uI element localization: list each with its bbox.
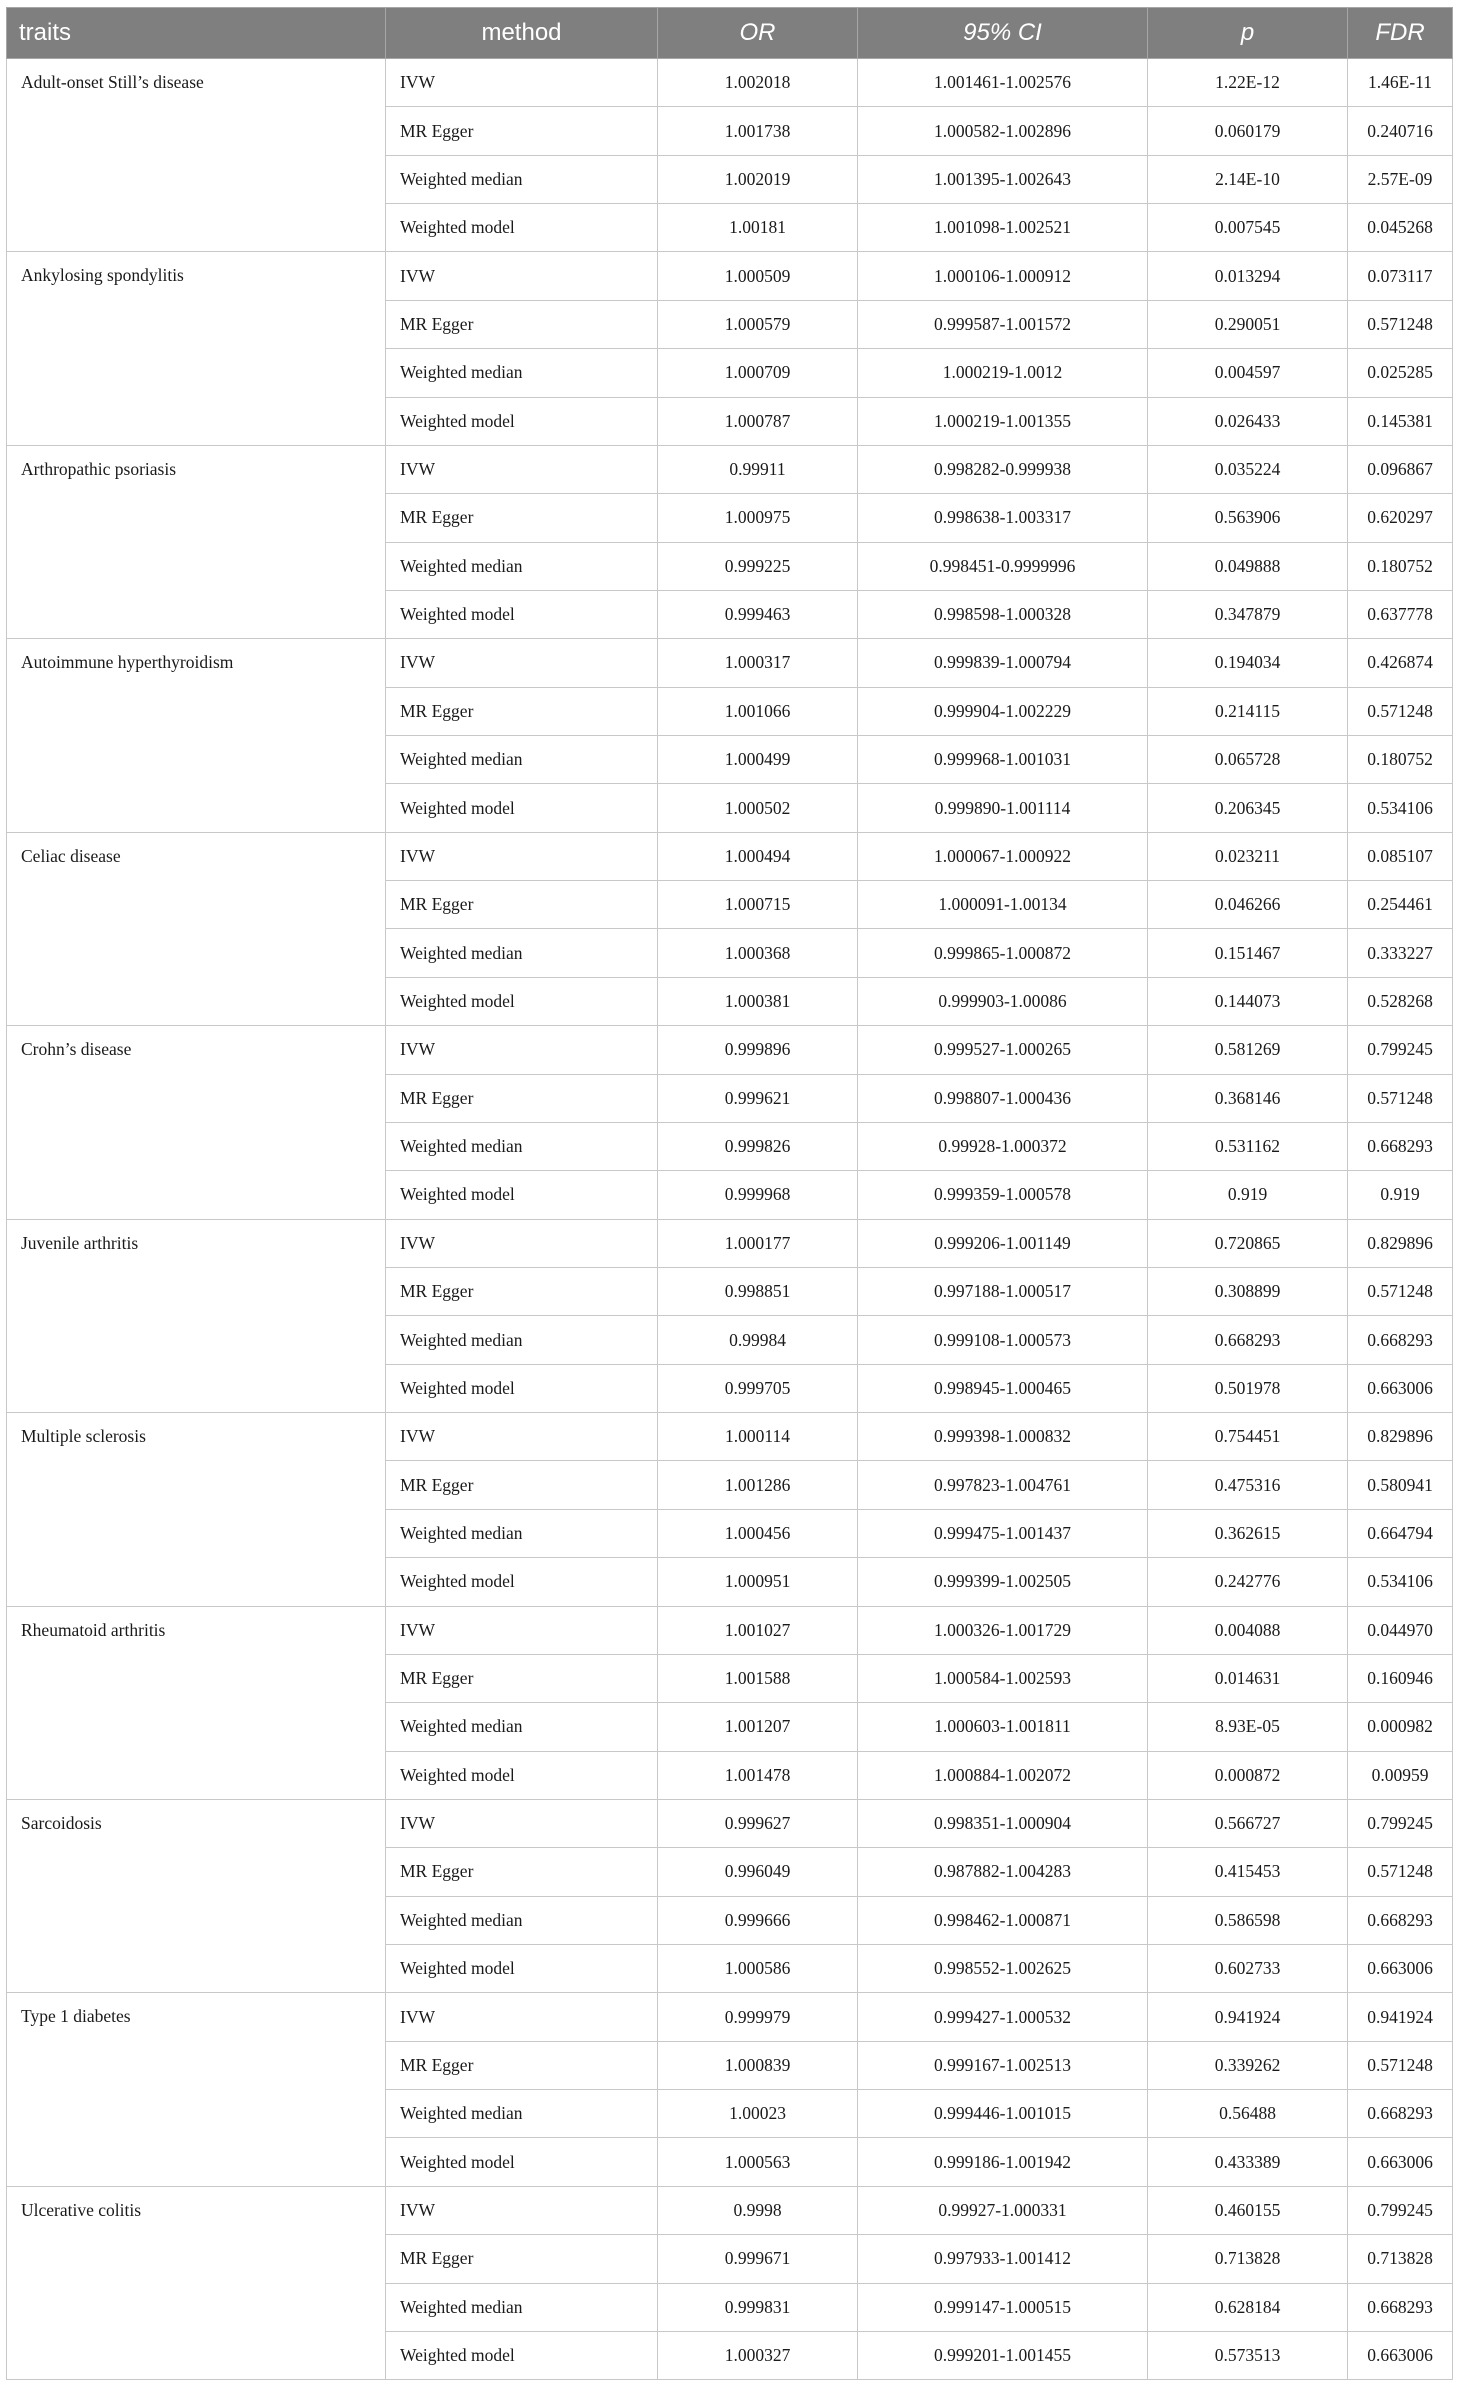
method-cell: MR Egger [386, 494, 658, 542]
or-cell: 0.999671 [658, 2235, 858, 2283]
p-cell: 8.93E-05 [1148, 1703, 1348, 1751]
p-cell: 0.941924 [1148, 1993, 1348, 2041]
method-cell: MR Egger [386, 1848, 658, 1896]
trait-cell: Rheumatoid arthritis [7, 1606, 386, 1799]
ci-cell: 0.999587-1.001572 [858, 300, 1148, 348]
ci-cell: 0.997933-1.001412 [858, 2235, 1148, 2283]
fdr-cell: 0.580941 [1348, 1461, 1453, 1509]
ci-cell: 0.999475-1.001437 [858, 1509, 1148, 1557]
trait-cell: Autoimmune hyperthyroidism [7, 639, 386, 832]
or-cell: 0.999979 [658, 1993, 858, 2041]
p-cell: 0.433389 [1148, 2138, 1348, 2186]
p-cell: 0.049888 [1148, 542, 1348, 590]
or-cell: 0.999831 [658, 2283, 858, 2331]
ci-cell: 0.999890-1.001114 [858, 784, 1148, 832]
fdr-cell: 1.46E-11 [1348, 59, 1453, 107]
trait-cell: Crohn’s disease [7, 1026, 386, 1219]
table-row [7, 1026, 1453, 1074]
or-cell: 1.00181 [658, 204, 858, 252]
fdr-cell: 0.00959 [1348, 1751, 1453, 1799]
p-cell: 0.004597 [1148, 349, 1348, 397]
ci-cell: 0.999186-1.001942 [858, 2138, 1148, 2186]
method-cell: Weighted model [386, 1364, 658, 1412]
ci-cell: 1.000067-1.000922 [858, 832, 1148, 880]
ci-cell: 0.999446-1.001015 [858, 2090, 1148, 2138]
p-cell: 0.290051 [1148, 300, 1348, 348]
p-cell: 0.581269 [1148, 1026, 1348, 1074]
method-cell: IVW [386, 445, 658, 493]
or-cell: 1.000509 [658, 252, 858, 300]
ci-cell: 0.998807-1.000436 [858, 1074, 1148, 1122]
or-cell: 0.9998 [658, 2186, 858, 2234]
method-cell: IVW [386, 639, 658, 687]
method-cell: Weighted model [386, 1171, 658, 1219]
ci-cell: 0.999904-1.002229 [858, 687, 1148, 735]
p-cell: 0.501978 [1148, 1364, 1348, 1412]
table-row [7, 445, 1453, 493]
method-cell: Weighted model [386, 977, 658, 1025]
or-cell: 1.000494 [658, 832, 858, 880]
or-cell: 1.000502 [658, 784, 858, 832]
fdr-cell: 0.663006 [1348, 2331, 1453, 2379]
method-cell: Weighted model [386, 1558, 658, 1606]
method-cell: Weighted median [386, 349, 658, 397]
table-row [7, 832, 1453, 880]
ci-cell: 0.999108-1.000573 [858, 1316, 1148, 1364]
fdr-cell: 0.571248 [1348, 300, 1453, 348]
p-cell: 0.713828 [1148, 2235, 1348, 2283]
method-cell: IVW [386, 59, 658, 107]
ci-cell: 1.000219-1.0012 [858, 349, 1148, 397]
ci-cell: 0.998638-1.003317 [858, 494, 1148, 542]
table-row [7, 1219, 1453, 1267]
or-cell: 1.001738 [658, 107, 858, 155]
p-cell: 0.339262 [1148, 2041, 1348, 2089]
method-cell: MR Egger [386, 1654, 658, 1702]
method-cell: Weighted model [386, 397, 658, 445]
ci-cell: 0.998945-1.000465 [858, 1364, 1148, 1412]
method-cell: MR Egger [386, 1461, 658, 1509]
p-cell: 0.046266 [1148, 881, 1348, 929]
fdr-cell: 0.044970 [1348, 1606, 1453, 1654]
p-cell: 0.214115 [1148, 687, 1348, 735]
or-cell: 0.999627 [658, 1799, 858, 1847]
method-cell: MR Egger [386, 300, 658, 348]
method-cell: Weighted median [386, 1316, 658, 1364]
fdr-cell: 0.941924 [1348, 1993, 1453, 2041]
or-cell: 1.000951 [658, 1558, 858, 1606]
or-cell: 1.001286 [658, 1461, 858, 1509]
p-cell: 0.573513 [1148, 2331, 1348, 2379]
fdr-cell: 0.799245 [1348, 1799, 1453, 1847]
or-cell: 0.996049 [658, 1848, 858, 1896]
or-cell: 1.001588 [658, 1654, 858, 1702]
trait-cell: Ankylosing spondylitis [7, 252, 386, 445]
fdr-cell: 0.664794 [1348, 1509, 1453, 1557]
ci-cell: 0.99928-1.000372 [858, 1122, 1148, 1170]
fdr-cell: 0.571248 [1348, 1848, 1453, 1896]
p-cell: 0.035224 [1148, 445, 1348, 493]
ci-cell: 0.999206-1.001149 [858, 1219, 1148, 1267]
fdr-cell: 0.919 [1348, 1171, 1453, 1219]
fdr-cell: 0.160946 [1348, 1654, 1453, 1702]
method-cell: Weighted median [386, 736, 658, 784]
method-cell: IVW [386, 1413, 658, 1461]
fdr-cell: 0.668293 [1348, 2090, 1453, 2138]
or-cell: 1.000975 [658, 494, 858, 542]
method-cell: Weighted median [386, 1122, 658, 1170]
p-cell: 0.668293 [1148, 1316, 1348, 1364]
ci-cell: 0.987882-1.004283 [858, 1848, 1148, 1896]
ci-cell: 1.000106-1.000912 [858, 252, 1148, 300]
fdr-cell: 0.534106 [1348, 1558, 1453, 1606]
p-cell: 2.14E-10 [1148, 155, 1348, 203]
fdr-cell: 0.571248 [1348, 2041, 1453, 2089]
or-cell: 0.999621 [658, 1074, 858, 1122]
ci-cell: 0.999167-1.002513 [858, 2041, 1148, 2089]
or-cell: 1.000499 [658, 736, 858, 784]
table-row [7, 1799, 1453, 1847]
ci-cell: 0.999399-1.002505 [858, 1558, 1148, 1606]
trait-cell: Ulcerative colitis [7, 2186, 386, 2379]
p-cell: 0.065728 [1148, 736, 1348, 784]
or-cell: 1.000381 [658, 977, 858, 1025]
fdr-cell: 0.663006 [1348, 1364, 1453, 1412]
method-cell: IVW [386, 1993, 658, 2041]
method-cell: Weighted median [386, 2283, 658, 2331]
ci-cell: 0.998351-1.000904 [858, 1799, 1148, 1847]
or-cell: 1.000715 [658, 881, 858, 929]
or-cell: 1.001478 [658, 1751, 858, 1799]
or-cell: 1.000839 [658, 2041, 858, 2089]
or-cell: 1.000177 [658, 1219, 858, 1267]
or-cell: 0.99911 [658, 445, 858, 493]
p-cell: 0.566727 [1148, 1799, 1348, 1847]
fdr-cell: 0.799245 [1348, 2186, 1453, 2234]
trait-cell: Multiple sclerosis [7, 1413, 386, 1606]
or-cell: 0.999225 [658, 542, 858, 590]
fdr-cell: 0.045268 [1348, 204, 1453, 252]
method-cell: Weighted model [386, 1945, 658, 1993]
fdr-cell: 0.829896 [1348, 1413, 1453, 1461]
fdr-cell: 0.096867 [1348, 445, 1453, 493]
or-cell: 1.001066 [658, 687, 858, 735]
p-cell: 0.563906 [1148, 494, 1348, 542]
p-cell: 1.22E-12 [1148, 59, 1348, 107]
p-cell: 0.007545 [1148, 204, 1348, 252]
fdr-cell: 2.57E-09 [1348, 155, 1453, 203]
or-cell: 1.00023 [658, 2090, 858, 2138]
method-cell: IVW [386, 2186, 658, 2234]
p-cell: 0.362615 [1148, 1509, 1348, 1557]
or-cell: 0.999666 [658, 1896, 858, 1944]
ci-cell: 1.000884-1.002072 [858, 1751, 1148, 1799]
p-cell: 0.000872 [1148, 1751, 1348, 1799]
table-row [7, 1606, 1453, 1654]
p-cell: 0.531162 [1148, 1122, 1348, 1170]
method-cell: MR Egger [386, 881, 658, 929]
table-header [7, 8, 1453, 59]
method-cell: MR Egger [386, 1267, 658, 1315]
fdr-cell: 0.145381 [1348, 397, 1453, 445]
trait-cell: Sarcoidosis [7, 1799, 386, 1992]
table-row [7, 1413, 1453, 1461]
p-cell: 0.415453 [1148, 1848, 1348, 1896]
method-cell: IVW [386, 1606, 658, 1654]
p-cell: 0.628184 [1148, 2283, 1348, 2331]
or-cell: 0.999896 [658, 1026, 858, 1074]
p-cell: 0.586598 [1148, 1896, 1348, 1944]
fdr-cell: 0.073117 [1348, 252, 1453, 300]
ci-cell: 0.998598-1.000328 [858, 590, 1148, 638]
method-cell: Weighted median [386, 1703, 658, 1751]
ci-cell: 0.997188-1.000517 [858, 1267, 1148, 1315]
header-fdr: FDR [1348, 8, 1453, 59]
table-body [7, 59, 1453, 2380]
p-cell: 0.754451 [1148, 1413, 1348, 1461]
ci-cell: 0.998451-0.9999996 [858, 542, 1148, 590]
or-cell: 1.000709 [658, 349, 858, 397]
header-row [7, 8, 1453, 59]
method-cell: MR Egger [386, 2041, 658, 2089]
p-cell: 0.151467 [1148, 929, 1348, 977]
method-cell: MR Egger [386, 687, 658, 735]
ci-cell: 1.001395-1.002643 [858, 155, 1148, 203]
fdr-cell: 0.668293 [1348, 1316, 1453, 1364]
p-cell: 0.720865 [1148, 1219, 1348, 1267]
fdr-cell: 0.620297 [1348, 494, 1453, 542]
or-cell: 0.999968 [658, 1171, 858, 1219]
ci-cell: 0.999147-1.000515 [858, 2283, 1148, 2331]
or-cell: 0.99984 [658, 1316, 858, 1364]
method-cell: MR Egger [386, 107, 658, 155]
ci-cell: 0.99927-1.000331 [858, 2186, 1148, 2234]
method-cell: Weighted model [386, 204, 658, 252]
fdr-cell: 0.528268 [1348, 977, 1453, 1025]
ci-cell: 0.999903-1.00086 [858, 977, 1148, 1025]
fdr-cell: 0.254461 [1348, 881, 1453, 929]
method-cell: Weighted model [386, 784, 658, 832]
or-cell: 1.000456 [658, 1509, 858, 1557]
method-cell: IVW [386, 1026, 658, 1074]
p-cell: 0.475316 [1148, 1461, 1348, 1509]
ci-cell: 0.999865-1.000872 [858, 929, 1148, 977]
p-cell: 0.014631 [1148, 1654, 1348, 1702]
method-cell: Weighted median [386, 929, 658, 977]
fdr-cell: 0.668293 [1348, 1122, 1453, 1170]
fdr-cell: 0.180752 [1348, 542, 1453, 590]
trait-cell: Juvenile arthritis [7, 1219, 386, 1412]
fdr-cell: 0.668293 [1348, 2283, 1453, 2331]
fdr-cell: 0.571248 [1348, 687, 1453, 735]
fdr-cell: 0.534106 [1348, 784, 1453, 832]
or-cell: 1.000114 [658, 1413, 858, 1461]
method-cell: MR Egger [386, 2235, 658, 2283]
table-row [7, 252, 1453, 300]
fdr-cell: 0.240716 [1348, 107, 1453, 155]
or-cell: 1.000563 [658, 2138, 858, 2186]
fdr-cell: 0.663006 [1348, 1945, 1453, 1993]
method-cell: MR Egger [386, 1074, 658, 1122]
method-cell: Weighted median [386, 2090, 658, 2138]
ci-cell: 1.000219-1.001355 [858, 397, 1148, 445]
or-cell: 0.998851 [658, 1267, 858, 1315]
ci-cell: 0.998552-1.002625 [858, 1945, 1148, 1993]
header-p: p [1148, 8, 1348, 59]
fdr-cell: 0.713828 [1348, 2235, 1453, 2283]
table-row [7, 2186, 1453, 2234]
p-cell: 0.308899 [1148, 1267, 1348, 1315]
fdr-cell: 0.668293 [1348, 1896, 1453, 1944]
or-cell: 0.999463 [658, 590, 858, 638]
results-table [6, 7, 1453, 2380]
p-cell: 0.013294 [1148, 252, 1348, 300]
p-cell: 0.004088 [1148, 1606, 1348, 1654]
p-cell: 0.56488 [1148, 2090, 1348, 2138]
fdr-cell: 0.829896 [1348, 1219, 1453, 1267]
or-cell: 1.001027 [658, 1606, 858, 1654]
method-cell: IVW [386, 832, 658, 880]
p-cell: 0.144073 [1148, 977, 1348, 1025]
header-or: OR [658, 8, 858, 59]
method-cell: IVW [386, 252, 658, 300]
ci-cell: 0.999398-1.000832 [858, 1413, 1148, 1461]
method-cell: Weighted model [386, 2138, 658, 2186]
ci-cell: 1.001098-1.002521 [858, 204, 1148, 252]
trait-cell: Adult-onset Still’s disease [7, 59, 386, 252]
table-row [7, 1993, 1453, 2041]
or-cell: 1.000586 [658, 1945, 858, 1993]
method-cell: Weighted model [386, 2331, 658, 2379]
fdr-cell: 0.637778 [1348, 590, 1453, 638]
ci-cell: 0.997823-1.004761 [858, 1461, 1148, 1509]
ci-cell: 1.000326-1.001729 [858, 1606, 1148, 1654]
or-cell: 1.000317 [658, 639, 858, 687]
p-cell: 0.347879 [1148, 590, 1348, 638]
header-traits: traits [7, 8, 386, 59]
method-cell: Weighted model [386, 1751, 658, 1799]
p-cell: 0.023211 [1148, 832, 1348, 880]
trait-cell: Celiac disease [7, 832, 386, 1025]
or-cell: 1.001207 [658, 1703, 858, 1751]
trait-cell: Type 1 diabetes [7, 1993, 386, 2186]
p-cell: 0.919 [1148, 1171, 1348, 1219]
ci-cell: 0.999527-1.000265 [858, 1026, 1148, 1074]
or-cell: 1.000579 [658, 300, 858, 348]
p-cell: 0.206345 [1148, 784, 1348, 832]
ci-cell: 1.000091-1.00134 [858, 881, 1148, 929]
or-cell: 1.002018 [658, 59, 858, 107]
method-cell: IVW [386, 1219, 658, 1267]
fdr-cell: 0.571248 [1348, 1267, 1453, 1315]
header-method: method [386, 8, 658, 59]
ci-cell: 0.999359-1.000578 [858, 1171, 1148, 1219]
table-row [7, 639, 1453, 687]
fdr-cell: 0.000982 [1348, 1703, 1453, 1751]
fdr-cell: 0.663006 [1348, 2138, 1453, 2186]
fdr-cell: 0.333227 [1348, 929, 1453, 977]
table-row [7, 59, 1453, 107]
ci-cell: 0.998462-1.000871 [858, 1896, 1148, 1944]
method-cell: Weighted median [386, 155, 658, 203]
ci-cell: 0.998282-0.999938 [858, 445, 1148, 493]
or-cell: 1.000327 [658, 2331, 858, 2379]
p-cell: 0.194034 [1148, 639, 1348, 687]
method-cell: Weighted median [386, 1509, 658, 1557]
fdr-cell: 0.180752 [1348, 736, 1453, 784]
method-cell: IVW [386, 1799, 658, 1847]
ci-cell: 1.000584-1.002593 [858, 1654, 1148, 1702]
method-cell: Weighted median [386, 1896, 658, 1944]
fdr-cell: 0.571248 [1348, 1074, 1453, 1122]
p-cell: 0.602733 [1148, 1945, 1348, 1993]
method-cell: Weighted model [386, 590, 658, 638]
ci-cell: 0.999839-1.000794 [858, 639, 1148, 687]
header-ci: 95% CI [858, 8, 1148, 59]
or-cell: 0.999705 [658, 1364, 858, 1412]
or-cell: 1.002019 [658, 155, 858, 203]
ci-cell: 0.999968-1.001031 [858, 736, 1148, 784]
p-cell: 0.368146 [1148, 1074, 1348, 1122]
p-cell: 0.026433 [1148, 397, 1348, 445]
ci-cell: 1.001461-1.002576 [858, 59, 1148, 107]
fdr-cell: 0.025285 [1348, 349, 1453, 397]
trait-cell: Arthropathic psoriasis [7, 445, 386, 638]
p-cell: 0.242776 [1148, 1558, 1348, 1606]
ci-cell: 1.000582-1.002896 [858, 107, 1148, 155]
ci-cell: 0.999427-1.000532 [858, 1993, 1148, 2041]
or-cell: 1.000368 [658, 929, 858, 977]
p-cell: 0.060179 [1148, 107, 1348, 155]
or-cell: 0.999826 [658, 1122, 858, 1170]
ci-cell: 1.000603-1.001811 [858, 1703, 1148, 1751]
method-cell: Weighted median [386, 542, 658, 590]
fdr-cell: 0.085107 [1348, 832, 1453, 880]
fdr-cell: 0.426874 [1348, 639, 1453, 687]
ci-cell: 0.999201-1.001455 [858, 2331, 1148, 2379]
or-cell: 1.000787 [658, 397, 858, 445]
fdr-cell: 0.799245 [1348, 1026, 1453, 1074]
p-cell: 0.460155 [1148, 2186, 1348, 2234]
